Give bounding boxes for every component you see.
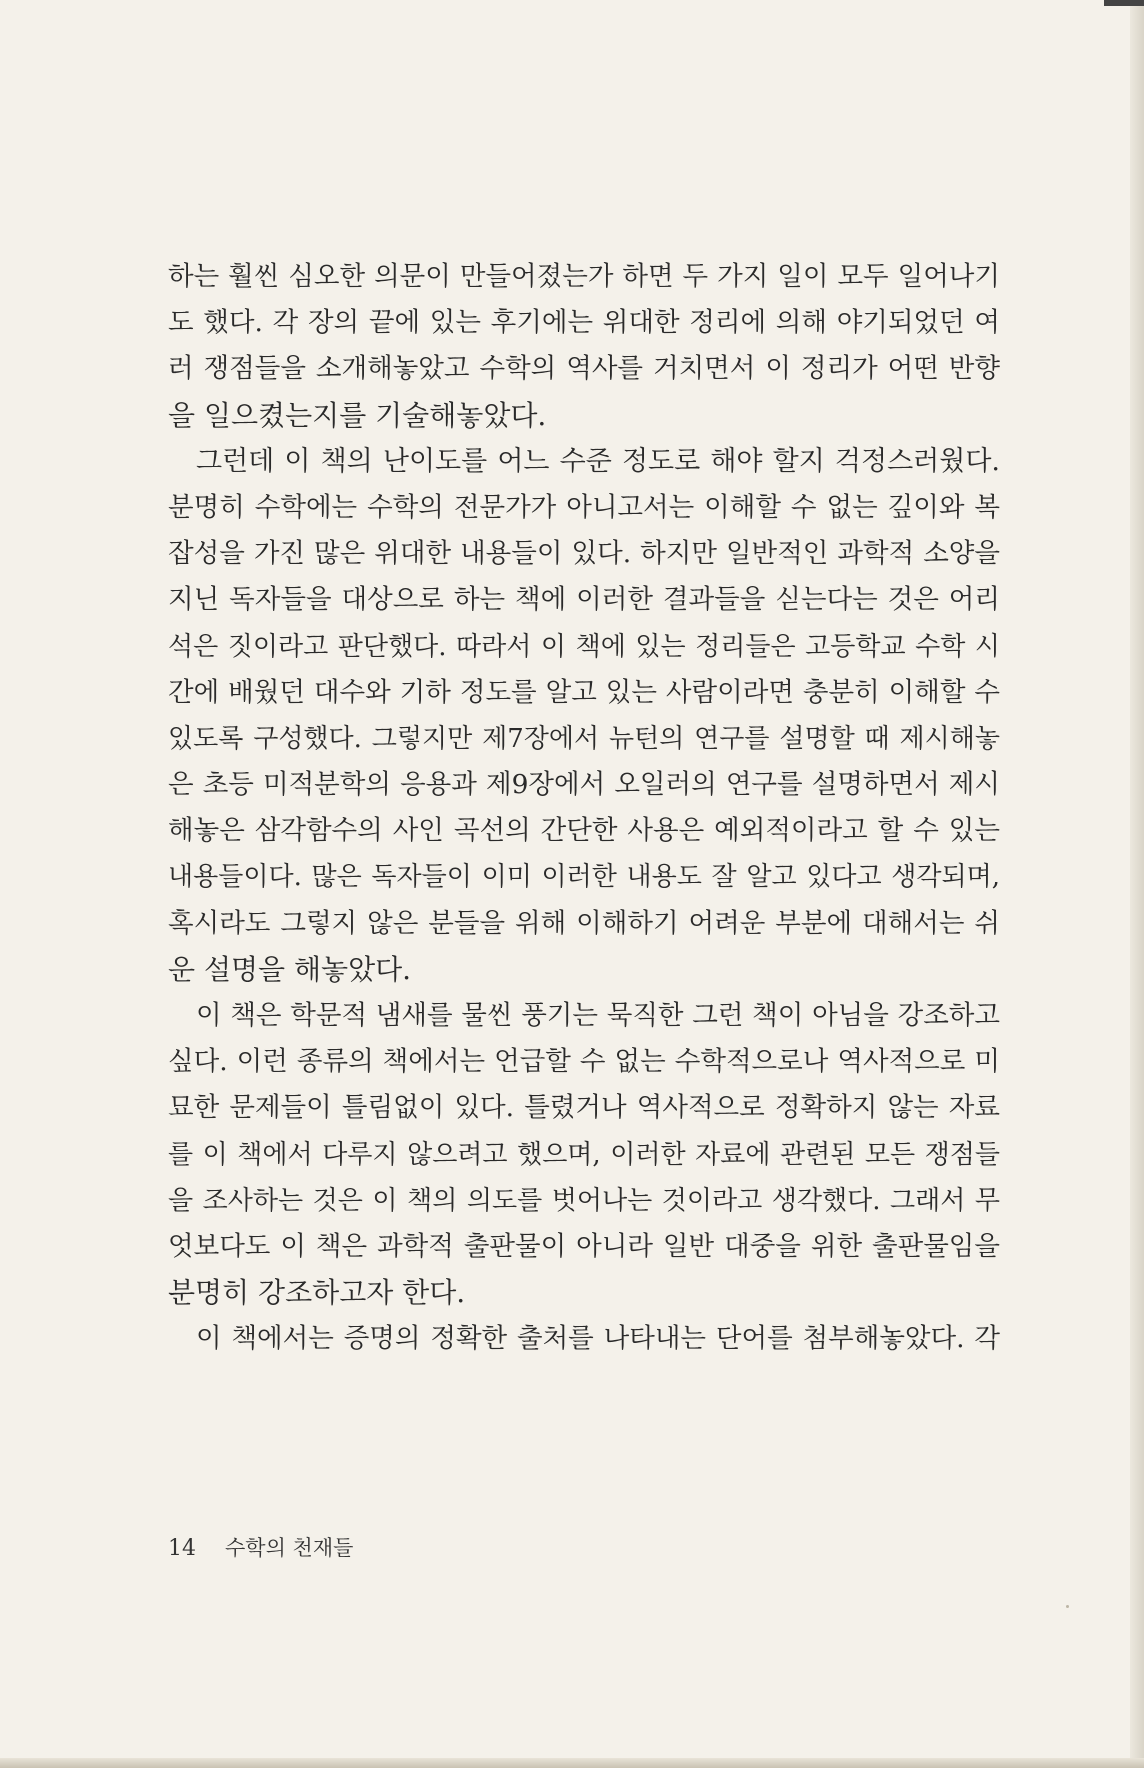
text-line: 운 설명을 해놓았다. [168,952,412,986]
text-line: 내용들이다. 많은 독자들이 이미 이러한 내용도 잘 알고 있다고 생각되며, [168,862,1000,893]
text-line: 를 이 책에서 다루지 않으려고 했으며, 이러한 자료에 관련된 모든 쟁점들 [168,1139,1000,1170]
text-line: 혹시라도 그렇지 않은 분들을 위해 이해하기 어려운 부분에 대해서는 쉬 [168,907,1000,939]
page-edge [1130,0,1144,1768]
page-number: 14 [168,1536,196,1561]
text-line: 싶다. 이런 종류의 책에서는 언급할 수 없는 수학적으로나 역사적으로 미 [168,1046,1000,1078]
running-title: 수학의 천재들 [225,1536,354,1560]
text-line: 그런데 이 책의 난이도를 어느 수준 정도로 해야 할지 걱정스러웠다. [196,445,1000,477]
text-line: 이 책에서는 증명의 정확한 출처를 나타내는 단어를 첨부해놓았다. 각 [196,1323,1000,1355]
text-line: 은 초등 미적분학의 응용과 제9장에서 오일러의 연구를 설명하면서 제시 [168,769,1000,801]
text-line: 간에 배웠던 대수와 기하 정도를 알고 있는 사람이라면 충분히 이해할 수 [168,676,1000,708]
text-line: 잡성을 가진 많은 위대한 내용들이 있다. 하지만 일반적인 과학적 소양을 [168,538,1000,570]
body-text [168,254,1000,1363]
text-line: 분명히 강조하고자 한다. [168,1276,466,1310]
text-line: 러 쟁점들을 소개해놓았고 수학의 역사를 거치면서 이 정리가 어떤 반향 [168,353,1000,385]
text-line: 분명히 수학에는 수학의 전문가가 아니고서는 이해할 수 없는 깊이와 복 [168,491,1000,523]
text-line: 하는 훨씬 심오한 의문이 만들어졌는가 하면 두 가지 일이 모두 일어나기 [168,261,1000,292]
text-line: 석은 짓이라고 판단했다. 따라서 이 책에 있는 정리들은 고등학교 수학 시 [168,631,1000,662]
page-footer [168,1532,353,1562]
text-line: 있도록 구성했다. 그렇지만 제7장에서 뉴턴의 연구를 설명할 때 제시해놓 [168,723,1000,754]
text-line: 도 했다. 각 장의 끝에 있는 후기에는 위대한 정리에 의해 야기되었던 여 [168,307,1000,339]
text-line: 을 일으켰는지를 기술해놓았다. [168,398,547,432]
page-bottom-edge [0,1758,1144,1768]
text-line: 묘한 문제들이 틀림없이 있다. 틀렸거나 역사적으로 정확하지 않는 자료 [168,1092,1000,1124]
text-line: 을 조사하는 것은 이 책의 의도를 벗어나는 것이라고 생각했다. 그래서 무 [168,1185,1000,1216]
page-edge-mark [1104,0,1144,6]
text-line: 이 책은 학문적 냄새를 물씬 풍기는 묵직한 그런 책이 아님을 강조하고 [196,1000,1000,1031]
text-line: 해놓은 삼각함수의 사인 곡선의 간단한 사용은 예외적이라고 할 수 있는 [168,815,1000,847]
text-line: 지닌 독자들을 대상으로 하는 책에 이러한 결과들을 싣는다는 것은 어리 [168,584,1000,616]
paper-speck [1066,1605,1069,1608]
text-line: 엇보다도 이 책은 과학적 출판물이 아니라 일반 대중을 위한 출판물임을 [168,1230,1000,1262]
